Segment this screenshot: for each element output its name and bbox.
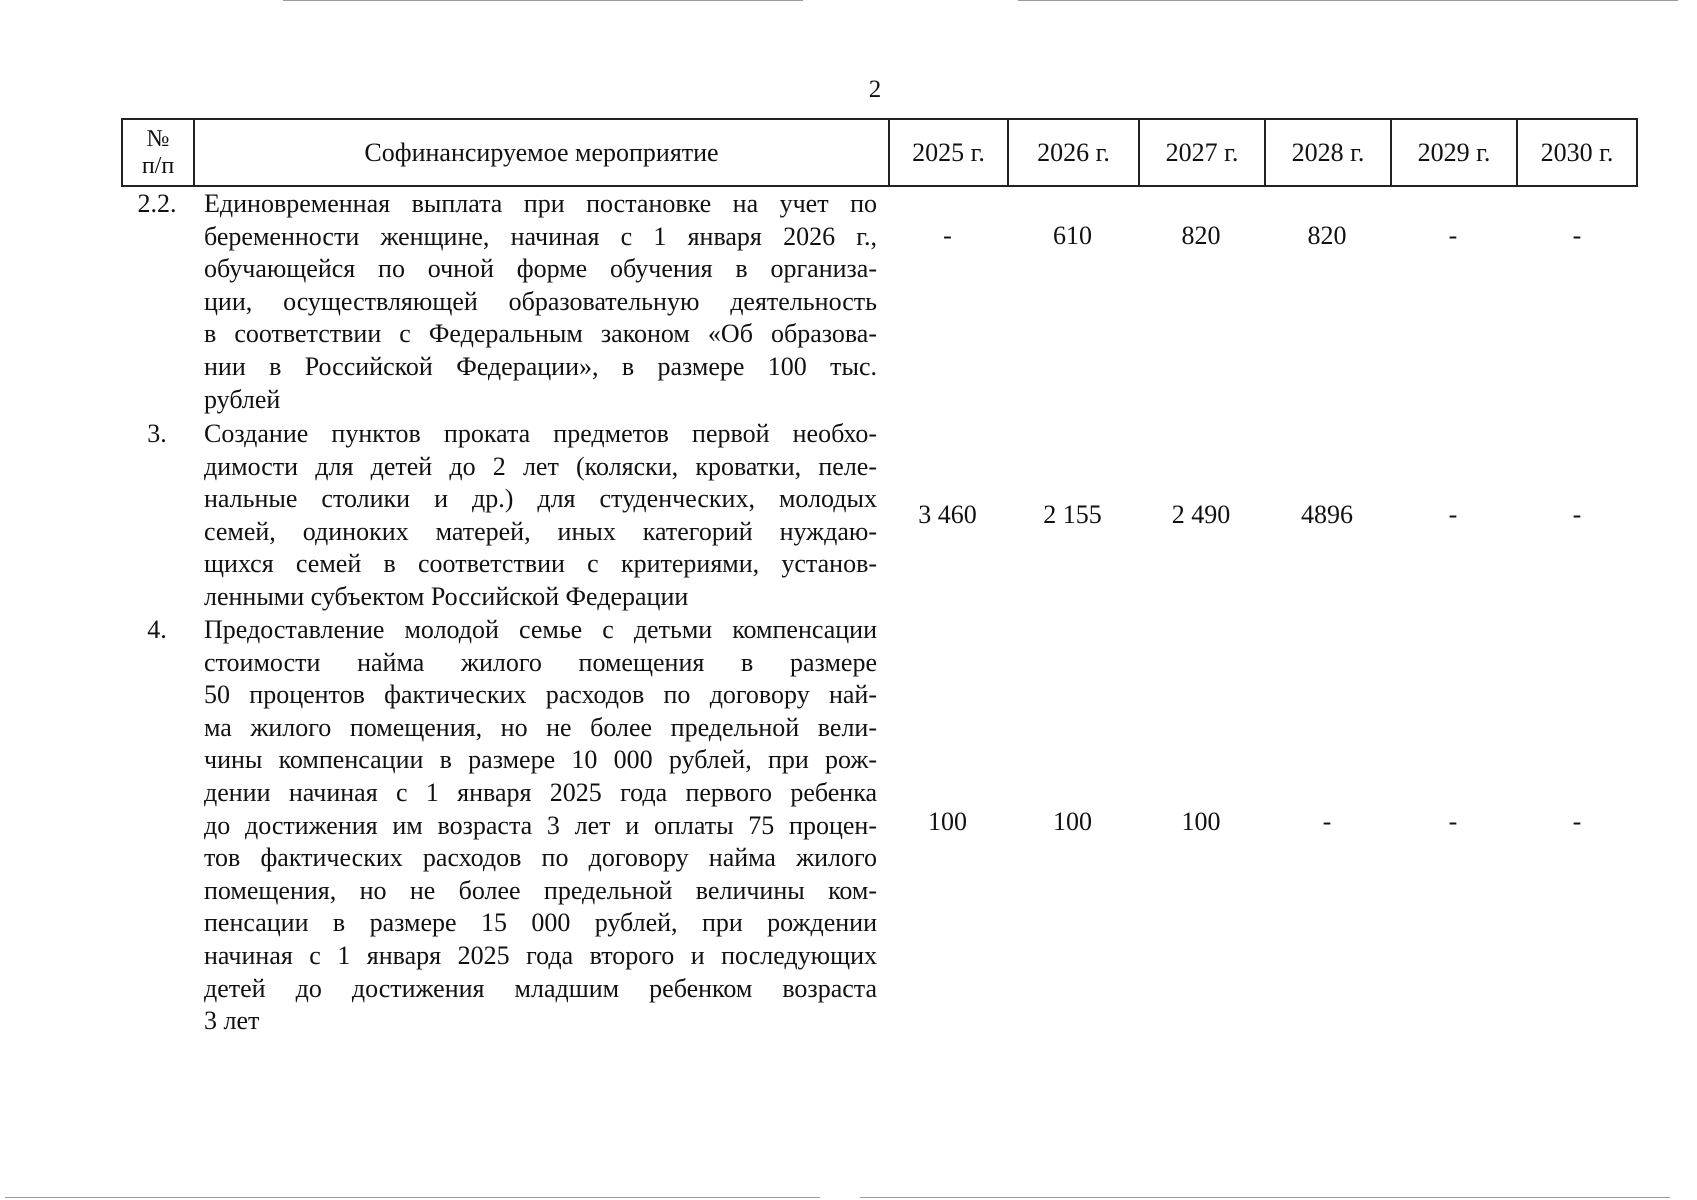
row-number: 2.2. (137, 189, 177, 218)
row-number: 3. (147, 419, 167, 448)
value-2025: - (943, 221, 952, 250)
description-line: Создание пунктов проката предметов первой необхо- (204, 419, 877, 448)
header-year: 2030 г. (1540, 137, 1614, 167)
value-2025: 3 460 (918, 500, 977, 529)
description-line: нальные столики и др.) для студенческих, молодых (204, 484, 877, 514)
description-line: пенсации в размере 15 000 рублей, при рождении (204, 908, 877, 938)
value-2028: 820 (1307, 221, 1347, 250)
value-2030: - (1572, 221, 1582, 250)
value-2026: 610 (1053, 221, 1092, 250)
header-year: 2025 г. (890, 120, 1009, 185)
description-line: тов фактических расходов по договору найма жилого (204, 843, 877, 873)
value-2029: - (1448, 500, 1458, 529)
description-line: Предоставление молодой семье с детьми компенсации (204, 615, 877, 644)
description-line: семей, одиноких матерей, иных категорий нуждаю- (204, 516, 877, 546)
value-2028: - (1322, 807, 1332, 836)
description-line: ленными субъектом Российской Федерации (204, 581, 689, 611)
header-number-abbrev: п/п (141, 152, 175, 179)
description-line: 3 лет (204, 1006, 260, 1036)
header-event: Софинансируемое мероприятие (195, 120, 890, 185)
description-line: беременности женщине, начиная с 1 января 2026 г., (204, 221, 877, 251)
header-number-cell (123, 120, 195, 185)
scan-edge-line (283, 0, 803, 1)
description-line: щихся семей в соответствии с критериями, установ- (204, 549, 877, 579)
description-line: нии в Российской Федерации», в размере 100 тыс. (204, 351, 877, 381)
description-line: дении начиная с 1 января 2025 года первого ребенка (204, 777, 877, 807)
page-number: 2 (868, 76, 882, 103)
description-line: обучающейся по очной форме обучения в организа- (204, 254, 877, 284)
header-number-symbol: № (146, 125, 170, 152)
table-row (121, 614, 1638, 1038)
description-line: помещения, но не более предельной величины ком- (204, 875, 877, 905)
value-2028: 4896 (1301, 500, 1353, 529)
row-description (204, 188, 877, 416)
description-line: 50 процентов фактических расходов по договору най- (204, 680, 877, 710)
value-2026: 2 155 (1043, 500, 1102, 529)
value-2027: 2 490 (1171, 500, 1231, 529)
row-number: 4. (147, 615, 167, 644)
description-line: детей до достижения младшим ребенком возраста (204, 973, 877, 1003)
description-line: стоимости найма жилого помещения в размере (204, 647, 877, 677)
value-2027: 820 (1181, 221, 1221, 250)
value-2027: 100 (1181, 807, 1221, 836)
description-line: до достижения им возраста 3 лет и оплаты 75 процен- (204, 810, 877, 840)
row-description (204, 418, 877, 614)
scan-edge-line (860, 1197, 1670, 1198)
value-2030: - (1572, 807, 1582, 836)
value-2029: - (1448, 807, 1458, 836)
header-year: 2029 г. (1392, 120, 1518, 185)
scan-edge-line (5, 1197, 820, 1198)
scan-edge-line (1018, 0, 1678, 1)
description-line: Единовременная выплата при постановке на учет по (204, 189, 877, 218)
value-2029: - (1448, 221, 1458, 250)
header-year: 2027 г. (1140, 120, 1266, 185)
description-line: чины компенсации в размере 10 000 рублей, при рож- (204, 745, 877, 775)
row-description (204, 614, 877, 1038)
table-header (121, 118, 1638, 187)
description-line: начиная с 1 января 2025 года второго и последующих (204, 940, 877, 970)
description-line: ции, осуществляющей образовательную деятельность (204, 286, 877, 316)
value-2026: 100 (1053, 807, 1092, 836)
description-line: ма жилого помещения, но не более предельной вели- (204, 712, 877, 742)
value-2030: - (1572, 500, 1582, 529)
value-2025: 100 (928, 807, 967, 836)
header-year: 2026 г. (1009, 120, 1140, 185)
table-row (121, 418, 1638, 614)
table-row (121, 188, 1638, 416)
description-line: димости для детей до 2 лет (коляски, кроватки, пеле- (204, 451, 877, 481)
description-line: в соответствии с Федеральным законом «Об образова- (204, 319, 877, 349)
header-year: 2028 г. (1266, 120, 1392, 185)
description-line: рублей (204, 384, 281, 414)
